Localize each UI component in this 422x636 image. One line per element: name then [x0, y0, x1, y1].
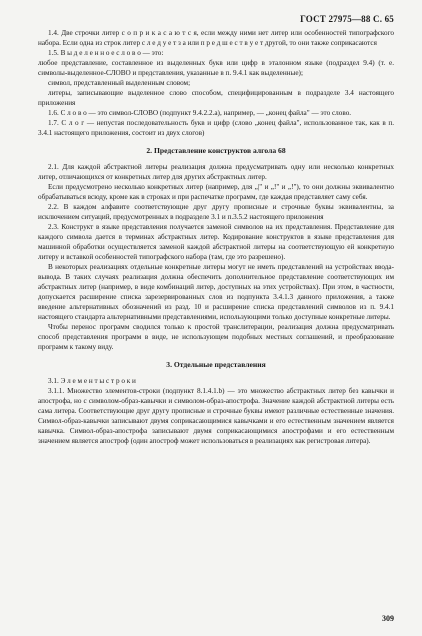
paragraph: 3.1.1. Множество элементов-строки (подпункт 8.1.4.1.b) — это множество абстрактных литер без кавычки и апострофа, но с символом-образ-кавычки и символом-образ-апострофа. Значение каждой абстрактной литеры есть сама литера. Соответствующие друг другу прописные и строчные буквы имеют различные естественные значения. Символ-образ-кавычки записывают двумя соприкасающимися кавычками и его естественным значением является кавычка. Символ-образ-апострофа записывают двумя соприкасающимися апострофами и его естественным значением является апостроф (один апостроф может использоваться в реализациях как регистровая литера). [38, 387, 394, 445]
running-header: ГОСТ 27975—88 С. 65 [300, 14, 394, 24]
paragraph: Если предусмотрено несколько конкретных литер (например, для „|" и „!" и „!"), то они должны эквивалентно обрабатываться всюду, кроме как в строках и при распечатке программ, где каждая представляет саму себя. [38, 183, 394, 201]
paragraph: 2.3. Конструкт в языке представления получается заменой символов на их представления. Представление для каждого символа дается в терминах абстрактных литер. Кодирование конструктов в языке представления для машинной обработки осуществляется заменой каждой абстрактной литеры на соответствующую ей конкретную литеру и вставкой особенностей типографского набора (там, где это разрешено). [38, 223, 394, 261]
paragraph: Чтобы перенос программ сводился только к простой транслитерации, реализация должна предусматривать способ представления программ в виде, не использующем подобных местных соглашений, и преобразование программ к такому виду. [38, 323, 394, 351]
paragraph: 1.5. В ы д е л е н н о е с л о в о — это: [48, 49, 164, 57]
paragraph: 2.1. Для каждой абстрактной литеры реализация должна предусматривать одну или несколько конкретных литер, отличающихся от конкретных литер для других абстрактных литер. [38, 163, 394, 181]
section-3-body [38, 376, 394, 446]
paragraph: 1.4. Две строчки литер с о п р и к а с а ю т с я, если между ними нет литер или особенностей типографского набора. Если одна из строк литер с л е д у е т з а или п р е д ш е с т в у е т другой, то они также соприкасаются [38, 29, 394, 47]
paragraph: любое представление, составленное из выделенных букв или цифр в эталонном языке (подраздел 9.4) (т. е. символы-выделенное-СЛОВО и представления, указанные в п. 9.4.1 как выделенные); [38, 59, 394, 77]
paragraph: 1.7. С л о г — непустая последовательность букв и цифр (слово „конец файла", использованное так, как в п. 3.4.1 настоящего приложения, состоит из двух слогов) [38, 119, 394, 137]
paragraph: 1.6. С л о в о — это символ-СЛОВО (подпункт 9.4.2.2.а), например, — „конец файла" — это слово. [48, 109, 352, 117]
paragraph: литеры, записывающие выделенное слово способом, специфицированным в подразделе 3.4 настоящего приложения [38, 89, 394, 107]
block-definitions [38, 28, 394, 138]
page-number: 309 [382, 614, 394, 623]
subsection-title: 3.1. Э л е м е н т ы с т р о к и [48, 377, 136, 385]
section-2-heading: 2. Представление конструктов алгола 68 [146, 146, 286, 155]
section-3-heading: 3. Отдельные представления [166, 360, 266, 369]
document-body [38, 28, 394, 446]
paragraph: 2.2. В каждом алфавите соответствующие друг другу прописные и строчные буквы эквивалентны, за исключением ситуаций, предусмотренных в подразделе 3.1 и п.3.5.2 настоящего приложения [38, 203, 394, 221]
paragraph: символ, представленный выделенным словом; [48, 79, 191, 87]
section-2-body [38, 162, 394, 352]
paragraph: В некоторых реализациях отдельные конкретные литеры могут не иметь представлений на устройствах ввода-вывода. В таких случаях реализация должна обеспечить дополнительное представление соответствующих им абстрактных литер (например, в виде комбинаций литер, доступных на этих устройствах). При этом, в частности, допускается расширение списка зарезервированных слов из подпункта 3.4.1.3 данного приложения, а также введение альтернативных обозначений из разд. 10 и расширение списка представлений символов из п. 9.4.1 настоящего стандарта альтернативными представлениями, использующими только доступные конкретные литеры. [38, 263, 394, 321]
